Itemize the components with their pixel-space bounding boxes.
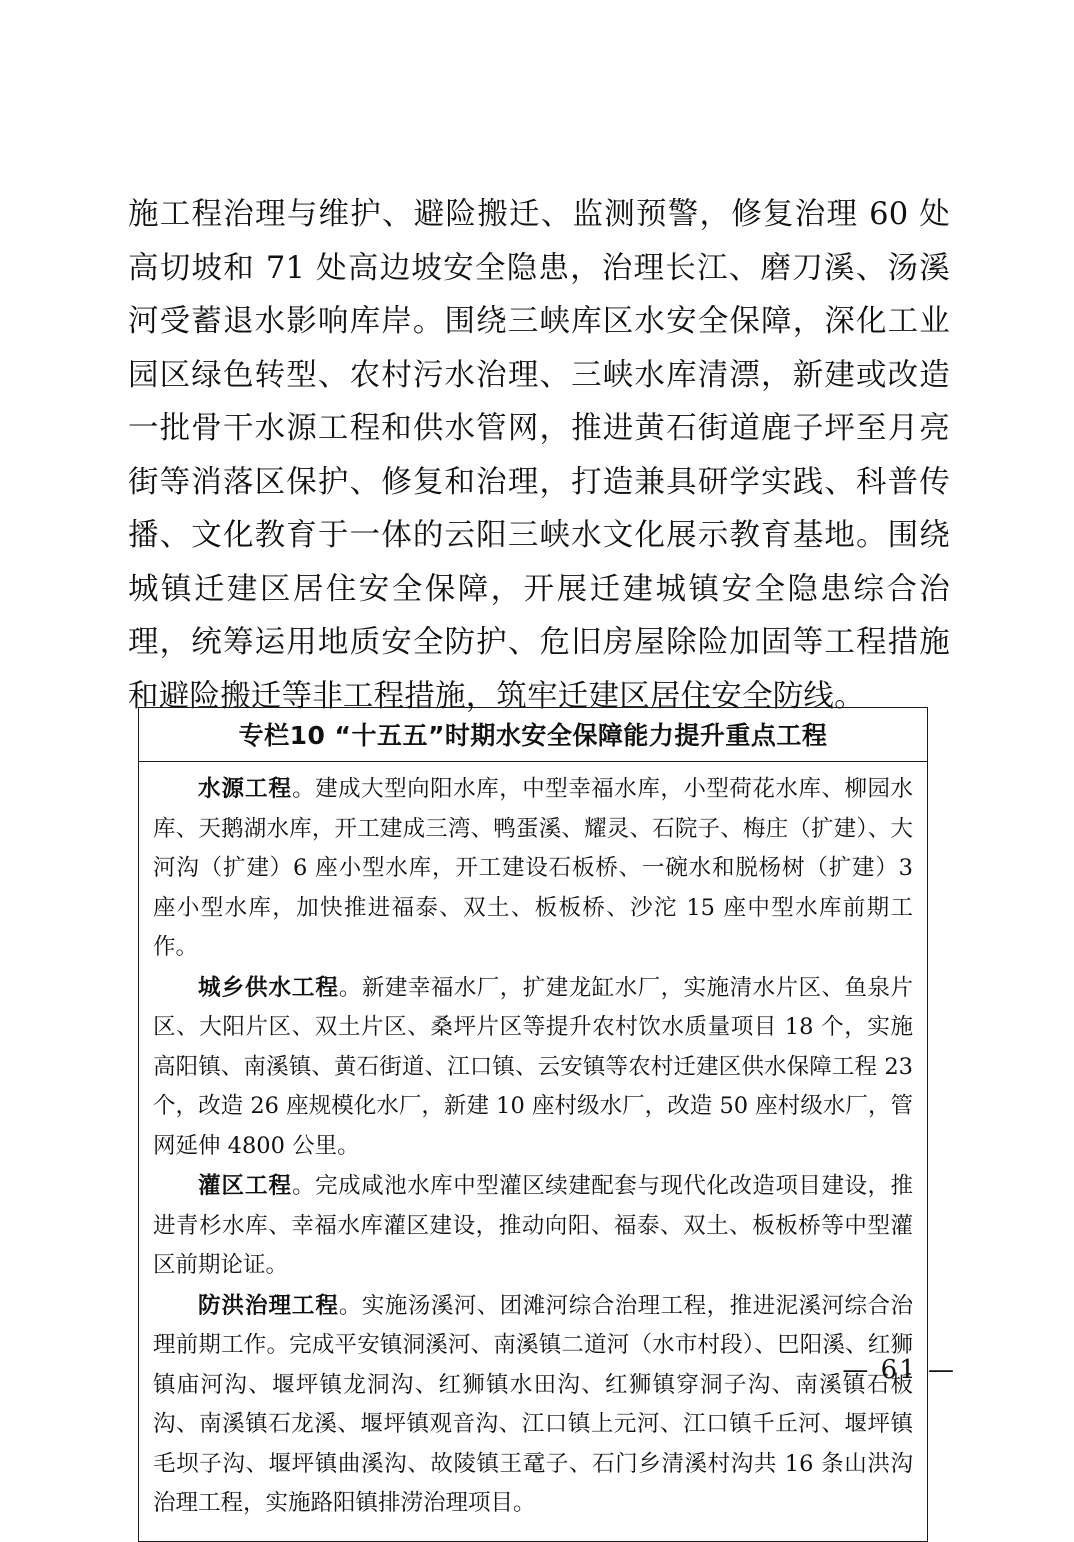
column-item — [153, 1167, 913, 1286]
column-box-title: 专栏10 “十五五”时期水安全保障能力提升重点工程 — [139, 708, 927, 762]
column-item-lead: 防洪治理工程 — [198, 1292, 339, 1319]
page-number: — 61 — — [842, 1355, 956, 1385]
body-paragraph: 施工程治理与维护、避险搬迁、监测预警，修复治理 60 处高切坡和 71 处高边坡安全隐患，治理长江、磨刀溪、汤溪河受蓄退水影响库岸。围绕三峡库区水安全保障，深化工业园区绿色转型、农村污水治理、三峡水库清漂，新建或改造一批骨干水源工程和供水管网，推进黄石街道鹿子坪至月亮街等消落区保护、修复和治理，打造兼具研学实践、科普传播、文化教育于一体的云阳三峡水文化展示教育基地。围绕城镇迁建区居住安全保障，开展迁建城镇安全隐患综合治理，统筹运用地质安全防护、危旧房屋除险加固等工程措施和避险搬迁等非工程措施，筑牢迁建区居住安全防线。 — [128, 197, 950, 714]
column-item-text: 。完成咸池水库中型灌区续建配套与现代化改造项目建设，推进青杉水库、幸福水库灌区建设，推动向阳、福泰、双土、板板桥等中型灌区前期论证。 — [153, 1173, 913, 1278]
column-item-lead: 水源工程 — [198, 776, 293, 802]
column-item — [153, 969, 913, 1167]
column-item-lead: 灌区工程 — [198, 1173, 293, 1199]
column-item — [153, 1287, 913, 1524]
column-item-text: 。实施汤溪河、团滩河综合治理工程，推进泥溪河综合治理前期工作。完成平安镇洞溪河、南溪镇二道河（水市村段）、巴阳溪、红狮镇庙河沟、堰坪镇龙洞沟、红狮镇水田沟、红狮镇穿洞子沟、南溪镇石板沟、南溪镇石龙溪、堰坪镇观音沟、江口镇上元河、江口镇千丘河、堰坪镇毛坝子沟、堰坪镇曲溪沟、故陵镇王鼋子、石门乡清溪村沟共 16 条山洪沟治理工程，实施路阳镇排涝治理项目。 — [153, 1292, 913, 1516]
column-box-body — [139, 762, 927, 1541]
column-item-lead: 城乡供水工程 — [198, 974, 339, 1001]
column-item-text: 。新建幸福水厂，扩建龙缸水厂，实施清水片区、鱼泉片区、大阳片区、双土片区、桑坪片区等提升农村饮水质量项目 18 个，实施高阳镇、南溪镇、黄石街道、江口镇、云安镇等农村迁建区供水保障工程 23 个，改造 26 座规模化水厂，新建 10 座村级水厂，改造 50 座村级水厂，管网延伸 4800 公里。 — [153, 974, 913, 1159]
column-item — [153, 770, 913, 968]
column-box — [138, 707, 928, 1542]
column-item-text: 。建成大型向阳水库，中型幸福水库，小型荷花水库、柳园水库、天鹅湖水库，开工建成三湾、鸭蛋溪、耀灵、石院子、梅庄（扩建）、大河沟（扩建）6 座小型水库，开工建设石板桥、一碗水和脱杨树（扩建）3 座小型水库，加快推进福泰、双土、板板桥、沙沱 15 座中型水库前期工作。 — [153, 776, 913, 960]
